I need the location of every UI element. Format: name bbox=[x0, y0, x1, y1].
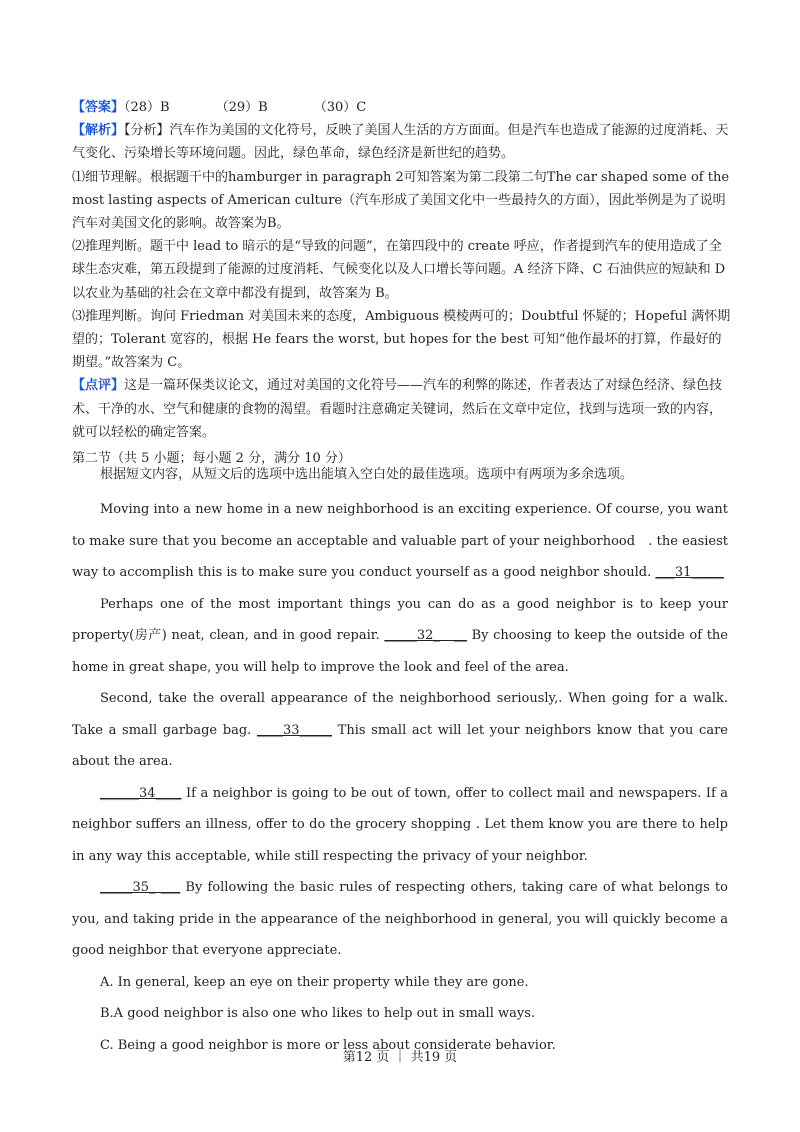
blank-31: ___31_____ bbox=[655, 565, 724, 580]
analysis-intro bbox=[72, 119, 732, 165]
blank-33: ____33_____ bbox=[256, 722, 332, 738]
analysis-q1: ⑴细节理解。根据题干中的hamburger in paragraph 2可知答案为第二段第二句The car shaped some of the most lasting aspects of American culture（汽车形成了美国文化中一些最持久的方面），因此举例是为了说明 汽车对美国文化的影响。故答案为B。 bbox=[72, 169, 730, 232]
answer-item-28: （28）B bbox=[124, 100, 170, 115]
analysis-intro-text: 【分析】汽车作为美国的文化符号，反映了美国人生活的方方面面。但是汽车也造成了能源的过度消耗、天气变化、污染增长等环境问题。因此，绿色革命，绿色经济是新世纪的趋势。 bbox=[72, 123, 729, 162]
page-footer: 第12 页 ｜ 共19 页 bbox=[342, 1050, 458, 1065]
passage-paragraph-5 bbox=[72, 872, 728, 967]
paragraph-4-text: If a neighbor is going to be out of town, offer to collect mail and newspapers. If a neighbor suffers an illness, offer to do the grocery shopping . Let them know you are there to help in any way this acceptable, while still respecting the privacy of your neighbor. bbox=[72, 785, 728, 864]
paragraph-3-text-a: Second, take the overall appearance of the neighborhood seriously,. When going for a walk. Take a small garbage bag. bbox=[72, 691, 728, 738]
analysis-q2: ⑵推理判断。题干中 lead to 暗示的是“导致的问题”，在第四段中的 create 呼应，作者提到汽车的使用造成了全球生态灾难，第五段提到了能源的过度消耗、气候变化以及人口增长等问题。A 经济下降、C 石油供应的短缺和 D 以农业为基础的社会在文章中都没有提到，故答案为 B。 bbox=[72, 239, 726, 301]
section-two bbox=[72, 452, 728, 1061]
answer-item-29: （29）B bbox=[215, 100, 268, 115]
option-b: B.A good neighbor is also one who likes to help out in small ways. bbox=[100, 1006, 536, 1021]
answer-item-30: （30）C bbox=[313, 100, 367, 115]
section-heading: 第二节（共 5 小题；每小题 2 分，满分 10 分） bbox=[72, 451, 351, 466]
paragraph-2-text-a: Perhaps one of the most important things you can do as a good neighbor is to keep your property(房产) neat, clean, and in good repair. bbox=[72, 596, 728, 643]
paragraph-3-text-b: This small act will let your neighbors know that you care about the area. bbox=[72, 722, 728, 769]
blank-34: ______34____ bbox=[100, 785, 182, 801]
analysis-label: 【解析】 bbox=[72, 123, 125, 139]
passage-paragraph-4 bbox=[72, 778, 728, 873]
passage-paragraph-1 bbox=[72, 494, 728, 589]
answer-line bbox=[72, 96, 732, 119]
section-instruction: 根据短文内容，从短文后的选项中选出能填入空白处的最佳选项。选项中有两项为多余选项。 bbox=[100, 467, 634, 482]
paragraph-2-text-b: By choosing to keep the outside of the home in great shape, you will help to improve the look and feel of the area. bbox=[72, 628, 728, 675]
option-c: C. Being a good neighbor is more or less about considerate behavior. bbox=[100, 1037, 556, 1053]
answer-label: 【答案】 bbox=[72, 100, 125, 115]
comment bbox=[72, 374, 732, 444]
option-a: A. In general, keep an eye on their property while they are gone. bbox=[100, 974, 529, 990]
passage-paragraph-2 bbox=[72, 589, 728, 684]
passage-paragraph-3 bbox=[72, 683, 728, 778]
analysis-q3: ⑶推理判断。询问 Friedman 对美国未来的态度，Ambiguous 模棱两可的；Doubtful 怀疑的；Hopeful 满怀期望的；Tolerant 宽容的，根据 He fears the worst, but hopes for the best 可知“他作最坏的打算，作最好的期望。”故答案为 C。 bbox=[72, 308, 731, 371]
blank-35: _____35_ ___ bbox=[100, 880, 181, 895]
paragraph-5-text: By following the basic rules of respecting others, taking care of what belongs to you, and taking pride in the appearance of the neighborhood in general, you will quickly become a good neighbor that everyone appreciate. bbox=[72, 880, 728, 958]
answer-analysis-section bbox=[72, 96, 732, 444]
paragraph-1-text: Moving into a new home in a new neighborhood is an exciting experience. Of course, you want to make sure that you become an acceptable and valuable part of your neighborhood . the easiest way to accomplish this is to make sure you conduct yourself as a good neighbor should. bbox=[72, 502, 728, 580]
comment-text: 这是一篇环保类议论文，通过对美国的文化符号——汽车的利弊的陈述，作者表达了对绿色经济、绿色技术、干净的水、空气和健康的食物的渴望。看题时注意确定关键词，然后在文章中定位，找到与选项一致的内容，就可以轻松的确定答案。 bbox=[72, 378, 723, 440]
comment-label: 【点评】 bbox=[72, 378, 125, 394]
blank-32: _____32_ __ bbox=[384, 628, 467, 643]
